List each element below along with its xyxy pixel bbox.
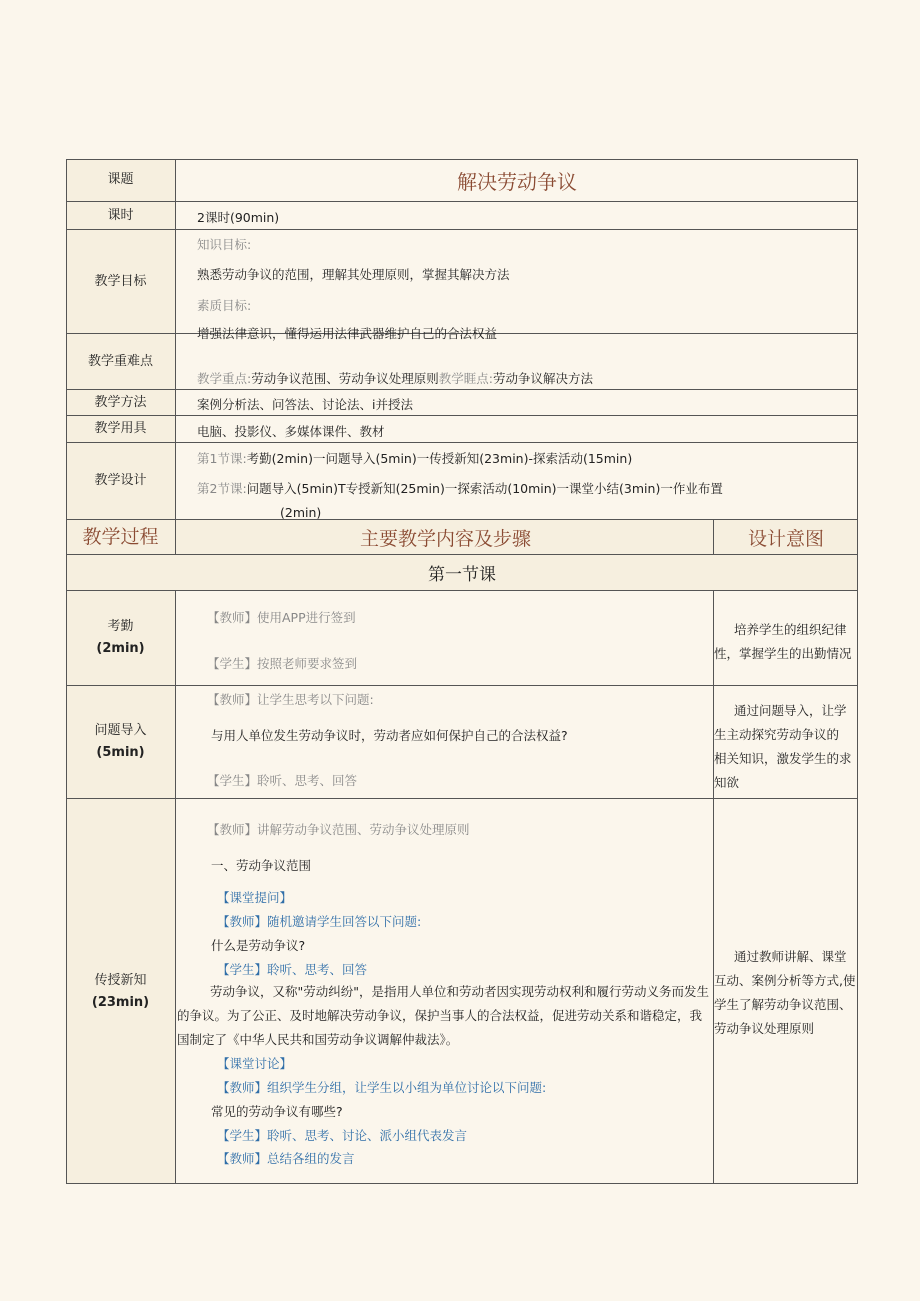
teach-intent-text: 通过教师讲解、课堂互动、案例分析等方式,使学生了解劳动争议范围、劳动争议处理原则: [714, 949, 856, 1036]
quality-objective-text: 增强法律意识，懂得运用法律武器维护自己的合法权益: [197, 326, 498, 341]
teach-row: [66, 799, 858, 1184]
teach-paragraph: 劳动争议，又称"劳动纠纷"，是指用人单位和劳动者因实现劳动权利和履行劳动义务而发生的争议。为了公正、及时地解决劳动争议，保护当事人的合法权益，促进劳动关系和谐稳定，我国制定了《中华人民共和国劳动争议调解仲裁法》。: [177, 984, 710, 1047]
design-lesson2-tail: (2min): [280, 505, 322, 520]
process-header-col3: 设计意图: [713, 520, 858, 554]
attendance-teacher: 【教师】使用APP进行签到: [207, 610, 356, 625]
attendance-intent-line2: 性，掌握学生的出勤情况: [714, 646, 852, 661]
design-row: [66, 443, 858, 520]
teach-line-7: 【课堂讨论】: [217, 1056, 293, 1071]
design-lesson1-prefix: 第1节课:: [197, 451, 247, 466]
teach-intent: [713, 799, 858, 1184]
objectives-label: 教学目标: [66, 230, 176, 333]
section1-title: 第一节课: [428, 565, 496, 585]
teach-line-11: 【教师】总结各组的发言: [217, 1151, 355, 1166]
design-lesson1-main: 考勤(2min)一问题导入(5min)一传授新知(23min)-探索活动(15min): [246, 451, 633, 466]
teach-line-5: 什么是劳动争议?: [211, 938, 306, 953]
objectives-row: [66, 230, 858, 341]
keypoints-text: [197, 369, 593, 387]
design-lesson2-prefix: 第2节课:: [197, 481, 247, 496]
intro-label-cell: [66, 686, 176, 798]
difficulty-main: 劳动争议解决方法: [492, 371, 593, 386]
teach-line-8: 【教师】组织学生分组，让学生以小组为单位讨论以下问题:: [217, 1080, 547, 1095]
design-label: 教学设计: [66, 443, 176, 519]
methods-value: 案例分析法、问答法、讨论法、i并授法: [197, 397, 413, 412]
intro-intent-line2: 生主动探究劳动争议的: [714, 727, 840, 742]
section1-row: [66, 555, 858, 591]
topic-label: 课题: [66, 159, 176, 201]
teach-time: (23min): [91, 994, 150, 1010]
topic-title: 解决劳动争议: [457, 169, 577, 194]
teach-line-4: 【教师】随机邀请学生回答以下问题:: [217, 914, 422, 929]
process-header-col2: 主要教学内容及步骤: [359, 527, 531, 550]
teach-label: 传授新知: [94, 972, 147, 988]
teach-label-cell: [66, 799, 176, 1184]
teach-line-2: 一、劳动争议范围: [211, 858, 312, 873]
attendance-intent-line1: 培养学生的组织纪律: [734, 622, 847, 637]
intro-row: [66, 686, 858, 799]
attendance-time: (2min): [96, 641, 145, 656]
keypoints-prefix: 教学重点:: [197, 371, 252, 386]
attendance-label-cell: [66, 591, 176, 685]
intro-intent-line3: 相关知识，激发学生的求: [714, 751, 852, 766]
difficulty-prefix: 教学睚点:: [438, 371, 493, 386]
teach-line-3: 【课堂提问】: [217, 890, 293, 905]
quality-objective-heading: 素质目标:: [197, 298, 252, 313]
keypoints-main: 劳动争议范围、劳动争议处理原则: [251, 371, 439, 386]
design-lesson2-main: 问题导入(5min)T专授新知(25min)一探索活动(10min)一课堂小结(3min)一作业布置: [246, 481, 723, 496]
keypoints-row: [66, 334, 858, 390]
keypoints-label: 教学重难点: [66, 334, 176, 389]
process-header-col1: 教学过程: [66, 520, 176, 554]
knowledge-objective-text: 熟悉劳动争议的范围，理解其处理原则，掌握其解决方法: [197, 267, 510, 282]
attendance-label: 考勤: [107, 619, 134, 634]
tools-row: [66, 416, 858, 443]
attendance-student: 【学生】按照老师要求签到: [207, 656, 358, 671]
tools-value: 电脑、投影仪、多媒体课件、教材: [197, 424, 385, 439]
intro-intent-line1: 通过问题导入，让学: [734, 703, 847, 718]
methods-label: 教学方法: [66, 390, 176, 415]
hours-value: 2课时(90min): [197, 210, 280, 225]
teach-line-10: 【学生】聆听、思考、讨论、派小组代表发言: [217, 1128, 468, 1143]
methods-row: [66, 390, 858, 416]
intro-teacher: 【教师】让学生思考以下问题:: [207, 692, 374, 707]
topic-row: [66, 159, 858, 202]
hours-label: 课时: [66, 202, 176, 229]
tools-label: 教学用具: [66, 416, 176, 442]
process-header-row: [66, 520, 858, 555]
intro-time: (5min): [96, 745, 145, 760]
intro-student: 【学生】聆听、思考、回答: [207, 773, 358, 788]
hours-row: [66, 202, 858, 230]
attendance-intent: [713, 591, 858, 685]
knowledge-objective-heading: 知识目标:: [197, 237, 252, 252]
intro-question: 与用人单位发生劳动争议时，劳动者应如何保护自己的合法权益?: [211, 728, 568, 743]
teach-line-9: 常见的劳动争议有哪些?: [211, 1104, 343, 1119]
design-lesson2: [197, 479, 723, 497]
attendance-row: [66, 591, 858, 686]
intro-label: 问题导入: [94, 723, 147, 738]
intro-intent: [713, 686, 858, 798]
teach-line-6: 【学生】聆听、思考、回答: [217, 962, 368, 977]
design-lesson1: [197, 449, 632, 467]
teach-line-1: 【教师】讲解劳动争议范围、劳动争议处理原则: [207, 822, 470, 837]
intro-intent-line4: 知欲: [714, 775, 740, 790]
